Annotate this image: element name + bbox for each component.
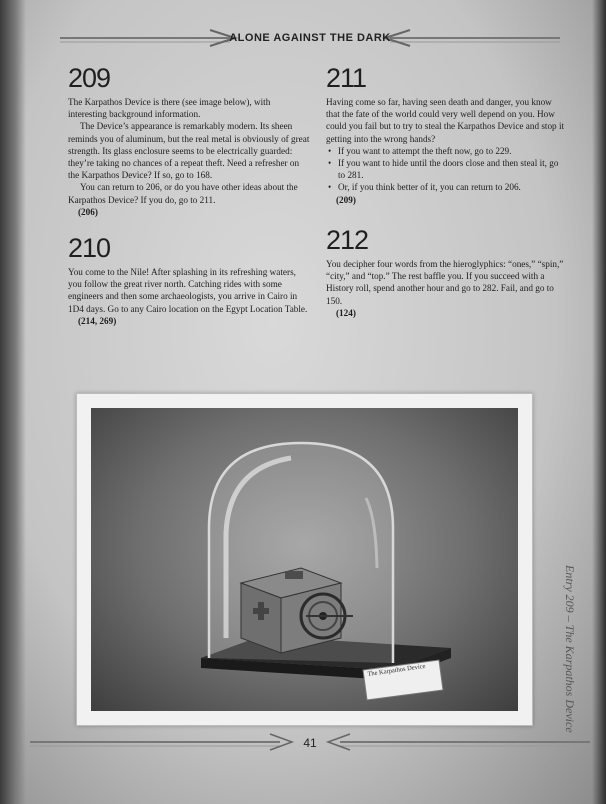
entry-209 [68, 64, 310, 218]
entry-reference: (209) [336, 194, 356, 205]
side-caption: Entry 209 – The Karpathos Device [563, 565, 577, 733]
entry-paragraph: The Device’s appearance is remarkably modern. Its sheen reminds you of aluminum, but the real metal is obviously of great strength. Its glass enclosure seems to be electrically guarded: they’re taking no chances of a repeat theft. Need a refresher on the Karpathos Device? If so, go to 168. [68, 121, 310, 181]
entry-number: 212 [326, 225, 369, 255]
entry-paragraph: The Karpathos Device is there (see image below), with interesting background information. [68, 97, 271, 120]
entry-reference: (206) [78, 206, 98, 217]
scan-shadow-right [592, 0, 606, 804]
karpathos-device-illustration [91, 408, 518, 711]
entry-210 [68, 234, 310, 327]
entry-number: 209 [68, 63, 111, 93]
option-list [326, 145, 566, 194]
option-item: • Or, if you think better of it, you can return to 206. [338, 181, 566, 193]
entry-paragraph: Having come so far, having seen death and danger, you know that the fate of the world could very well depend on you. How could you fail but to try to steal the Karpathos Device and stop it getting into the wrong hands? [326, 97, 565, 144]
entry-reference: (124) [336, 307, 356, 318]
page-footer [30, 728, 590, 768]
illustration-frame [76, 393, 533, 726]
page-header [60, 22, 560, 52]
entry-212 [326, 226, 566, 319]
device-label-tag: The Karpathos Device [367, 662, 426, 678]
entry-paragraph: You decipher four words from the hieroglyphics: “ones,” “spin,” “city,” and “top.” The rest baffle you. If you succeed with a History roll, spend another hour and go to 282. Fail, and go to 150. [326, 259, 564, 306]
entry-211 [326, 64, 566, 206]
entry-number: 211 [326, 63, 367, 93]
entry-number: 210 [68, 233, 111, 263]
entry-paragraph: You come to the Nile! After splashing in its refreshing waters, you follow the great river north. Catching rides with some engineers and then some archaeologists, you arrive in Cairo in 1D4 days. Go to any Cairo location on the Egypt Location Table. [68, 267, 308, 314]
header-title: ALONE AGAINST THE DARK [229, 32, 391, 44]
scan-shadow-left [0, 0, 26, 804]
page-number: 41 [303, 736, 317, 750]
option-item: • If you want to hide until the doors close and then steal it, go to 281. [338, 157, 566, 181]
illustration [91, 408, 518, 711]
entry-paragraph: You can return to 206, or do you have other ideas about the Karpathos Device? If you do, go to 211. [68, 182, 298, 205]
entry-reference: (214, 269) [78, 315, 117, 326]
option-item: • If you want to attempt the theft now, go to 229. [338, 145, 566, 157]
